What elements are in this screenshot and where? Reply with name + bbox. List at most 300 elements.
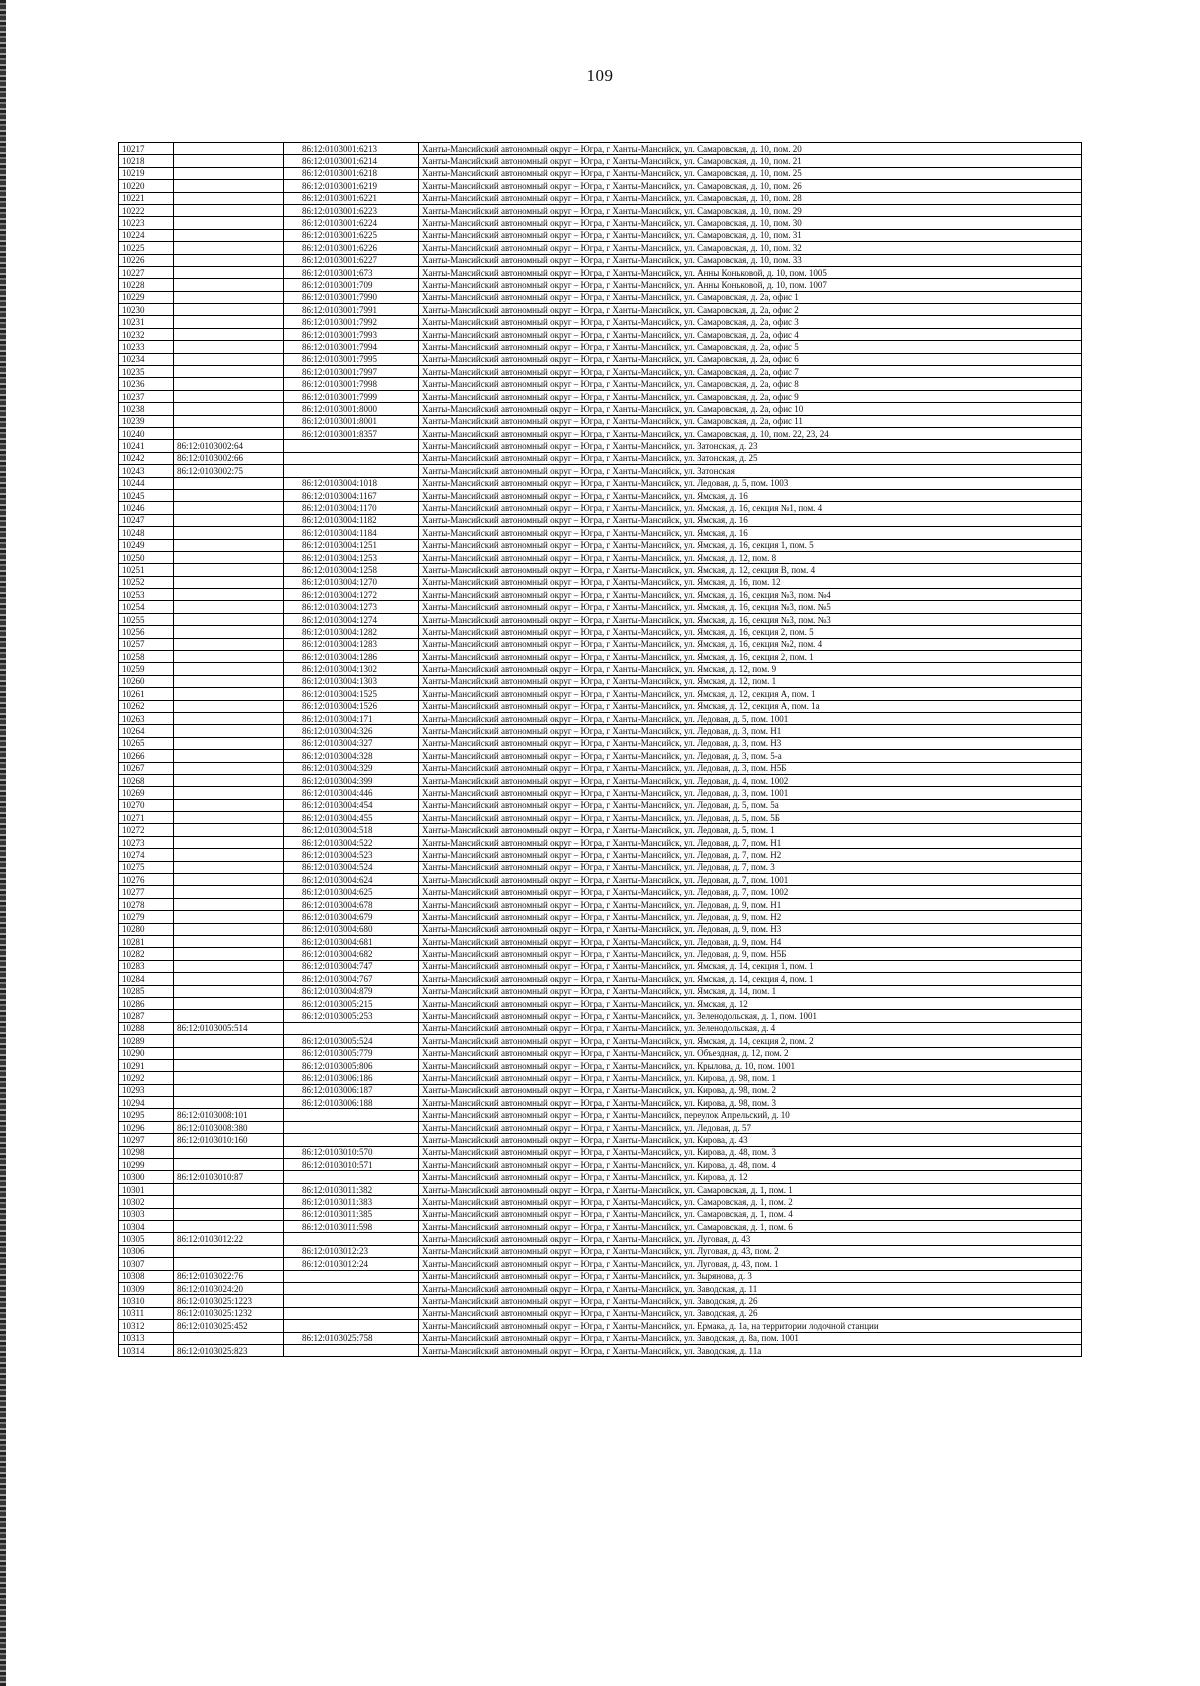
object-cadastral-cell: 86:12:0103004:522 xyxy=(284,836,419,848)
row-number-cell: 10235 xyxy=(119,366,174,378)
row-number-cell: 10254 xyxy=(119,601,174,613)
land-cadastral-cell xyxy=(174,254,284,266)
object-cadastral-cell: 86:12:0103004:1258 xyxy=(284,564,419,576)
land-cadastral-cell xyxy=(174,378,284,390)
table-row xyxy=(119,960,1082,972)
row-number-cell: 10255 xyxy=(119,613,174,625)
object-cadastral-cell: 86:12:0103004:681 xyxy=(284,936,419,948)
object-cadastral-cell xyxy=(284,1134,419,1146)
address-cell: Ханты-Мансийский автономный округ – Югра, г Ханты-Мансийск, ул. Самаровская, д. 10, пом. 28 xyxy=(419,192,1082,204)
object-cadastral-cell: 86:12:0103004:326 xyxy=(284,725,419,737)
land-cadastral-cell xyxy=(174,997,284,1009)
table-row xyxy=(119,886,1082,898)
address-cell: Ханты-Мансийский автономный округ – Югра, г Ханты-Мансийск, ул. Заводская, д. 26 xyxy=(419,1307,1082,1319)
row-number-cell: 10227 xyxy=(119,266,174,278)
object-cadastral-cell: 86:12:0103011:383 xyxy=(284,1196,419,1208)
land-cadastral-cell xyxy=(174,985,284,997)
land-cadastral-cell xyxy=(174,898,284,910)
address-cell: Ханты-Мансийский автономный округ – Югра, г Ханты-Мансийск, ул. Ледовая, д. 5, пом. 1 xyxy=(419,824,1082,836)
land-cadastral-cell xyxy=(174,626,284,638)
object-cadastral-cell: 86:12:0103004:1184 xyxy=(284,527,419,539)
address-cell: Ханты-Мансийский автономный округ – Югра, г Ханты-Мансийск, ул. Ледовая, д. 7, пом. 1001 xyxy=(419,874,1082,886)
object-cadastral-cell: 86:12:0103004:1526 xyxy=(284,700,419,712)
land-cadastral-cell xyxy=(174,960,284,972)
table-row xyxy=(119,366,1082,378)
address-cell: Ханты-Мансийский автономный округ – Югра, г Ханты-Мансийск, ул. Самаровская, д. 2а, офис 6 xyxy=(419,353,1082,365)
object-cadastral-cell: 86:12:0103004:678 xyxy=(284,898,419,910)
address-cell: Ханты-Мансийский автономный округ – Югра, г Ханты-Мансийск, ул. Ямская, д. 16, секция №3, пом. №4 xyxy=(419,589,1082,601)
table-row xyxy=(119,1047,1082,1059)
row-number-cell: 10265 xyxy=(119,737,174,749)
land-cadastral-cell xyxy=(174,1220,284,1232)
object-cadastral-cell: 86:12:0103012:24 xyxy=(284,1258,419,1270)
land-cadastral-cell xyxy=(174,973,284,985)
address-cell: Ханты-Мансийский автономный округ – Югра, г Ханты-Мансийск, ул. Кирова, д. 12 xyxy=(419,1171,1082,1183)
land-cadastral-cell xyxy=(174,1084,284,1096)
address-cell: Ханты-Мансийский автономный округ – Югра, г Ханты-Мансийск, ул. Ямская, д. 16 xyxy=(419,527,1082,539)
address-cell: Ханты-Мансийский автономный округ – Югра, г Ханты-Мансийск, ул. Анны Коньковой, д. 10, пом. 1007 xyxy=(419,279,1082,291)
address-cell: Ханты-Мансийский автономный округ – Югра, г Ханты-Мансийск, ул. Ледовая, д. 57 xyxy=(419,1121,1082,1133)
row-number-cell: 10257 xyxy=(119,638,174,650)
row-number-cell: 10246 xyxy=(119,502,174,514)
row-number-cell: 10220 xyxy=(119,180,174,192)
address-cell: Ханты-Мансийский автономный округ – Югра, г Ханты-Мансийск, ул. Ямская, д. 16 xyxy=(419,489,1082,501)
object-cadastral-cell: 86:12:0103004:682 xyxy=(284,948,419,960)
address-cell: Ханты-Мансийский автономный округ – Югра, г Ханты-Мансийск, ул. Ямская, д. 16, секция 2, пом. 1 xyxy=(419,651,1082,663)
table-row xyxy=(119,489,1082,501)
land-cadastral-cell xyxy=(174,688,284,700)
table-row xyxy=(119,1344,1082,1356)
table-row xyxy=(119,279,1082,291)
object-cadastral-cell xyxy=(284,1270,419,1282)
registry-table xyxy=(118,142,1082,1357)
address-cell: Ханты-Мансийский автономный округ – Югра, г Ханты-Мансийск, ул. Заводская, д. 11 xyxy=(419,1282,1082,1294)
table-row xyxy=(119,316,1082,328)
table-row xyxy=(119,291,1082,303)
object-cadastral-cell: 86:12:0103005:806 xyxy=(284,1059,419,1071)
address-cell: Ханты-Мансийский автономный округ – Югра, г Ханты-Мансийск, ул. Ледовая, д. 3, пом. Н1 xyxy=(419,725,1082,737)
object-cadastral-cell: 86:12:0103004:399 xyxy=(284,774,419,786)
object-cadastral-cell: 86:12:0103001:7992 xyxy=(284,316,419,328)
land-cadastral-cell xyxy=(174,415,284,427)
row-number-cell: 10249 xyxy=(119,539,174,551)
land-cadastral-cell xyxy=(174,750,284,762)
table-row xyxy=(119,1307,1082,1319)
object-cadastral-cell xyxy=(284,1344,419,1356)
table-row xyxy=(119,774,1082,786)
row-number-cell: 10313 xyxy=(119,1332,174,1344)
address-cell: Ханты-Мансийский автономный округ – Югра, г Ханты-Мансийск, ул. Луговая, д. 43 xyxy=(419,1233,1082,1245)
table-row xyxy=(119,477,1082,489)
object-cadastral-cell xyxy=(284,1282,419,1294)
address-cell: Ханты-Мансийский автономный округ – Югра, г Ханты-Мансийск, ул. Ямская, д. 16, пом. 12 xyxy=(419,576,1082,588)
object-cadastral-cell: 86:12:0103004:1286 xyxy=(284,651,419,663)
table-row xyxy=(119,378,1082,390)
object-cadastral-cell: 86:12:0103004:1170 xyxy=(284,502,419,514)
address-cell: Ханты-Мансийский автономный округ – Югра, г Ханты-Мансийск, ул. Самаровская, д. 10, пом. 29 xyxy=(419,204,1082,216)
object-cadastral-cell: 86:12:0103001:8000 xyxy=(284,403,419,415)
object-cadastral-cell: 86:12:0103006:188 xyxy=(284,1097,419,1109)
object-cadastral-cell: 86:12:0103011:385 xyxy=(284,1208,419,1220)
table-row xyxy=(119,341,1082,353)
object-cadastral-cell: 86:12:0103004:625 xyxy=(284,886,419,898)
land-cadastral-cell xyxy=(174,291,284,303)
row-number-cell: 10298 xyxy=(119,1146,174,1158)
object-cadastral-cell: 86:12:0103004:1283 xyxy=(284,638,419,650)
address-cell: Ханты-Мансийский автономный округ – Югра, г Ханты-Мансийск, ул. Ямская, д. 16, секция №3, пом. №3 xyxy=(419,613,1082,625)
row-number-cell: 10285 xyxy=(119,985,174,997)
address-cell: Ханты-Мансийский автономный округ – Югра, г Ханты-Мансийск, ул. Ледовая, д. 7, пом. Н1 xyxy=(419,836,1082,848)
land-cadastral-cell xyxy=(174,762,284,774)
land-cadastral-cell xyxy=(174,787,284,799)
address-cell: Ханты-Мансийский автономный округ – Югра, г Ханты-Мансийск, ул. Самаровская, д. 10, пом. 20 xyxy=(419,143,1082,155)
address-cell: Ханты-Мансийский автономный округ – Югра, г Ханты-Мансийск, ул. Ледовая, д. 9, пом. Н5Б xyxy=(419,948,1082,960)
address-cell: Ханты-Мансийский автономный округ – Югра, г Ханты-Мансийск, ул. Ямская, д. 16, секция 1, пом. 5 xyxy=(419,539,1082,551)
table-row xyxy=(119,911,1082,923)
address-cell: Ханты-Мансийский автономный округ – Югра, г Ханты-Мансийск, ул. Самаровская, д. 10, пом. 26 xyxy=(419,180,1082,192)
table-row xyxy=(119,675,1082,687)
table-row xyxy=(119,328,1082,340)
land-cadastral-cell xyxy=(174,564,284,576)
row-number-cell: 10234 xyxy=(119,353,174,365)
land-cadastral-cell: 86:12:0103008:380 xyxy=(174,1121,284,1133)
object-cadastral-cell: 86:12:0103004:524 xyxy=(284,861,419,873)
land-cadastral-cell xyxy=(174,390,284,402)
address-cell: Ханты-Мансийский автономный округ – Югра, г Ханты-Мансийск, ул. Ямская, д. 14, секция 2, пом. 2 xyxy=(419,1035,1082,1047)
table-row xyxy=(119,551,1082,563)
table-row xyxy=(119,898,1082,910)
address-cell: Ханты-Мансийский автономный округ – Югра, г Ханты-Мансийск, ул. Ледовая, д. 3, пом. 5-а xyxy=(419,750,1082,762)
address-cell: Ханты-Мансийский автономный округ – Югра, г Ханты-Мансийск, ул. Ледовая, д. 9, пом. Н4 xyxy=(419,936,1082,948)
page-number: 109 xyxy=(586,66,614,85)
table-row xyxy=(119,1035,1082,1047)
row-number-cell: 10275 xyxy=(119,861,174,873)
table-row xyxy=(119,527,1082,539)
row-number-cell: 10267 xyxy=(119,762,174,774)
row-number-cell: 10278 xyxy=(119,898,174,910)
table-row xyxy=(119,1171,1082,1183)
land-cadastral-cell xyxy=(174,1146,284,1158)
land-cadastral-cell: 86:12:0103010:160 xyxy=(174,1134,284,1146)
land-cadastral-cell xyxy=(174,799,284,811)
object-cadastral-cell: 86:12:0103004:1272 xyxy=(284,589,419,601)
row-number-cell: 10304 xyxy=(119,1220,174,1232)
land-cadastral-cell xyxy=(174,700,284,712)
row-number-cell: 10281 xyxy=(119,936,174,948)
address-cell: Ханты-Мансийский автономный округ – Югра, г Ханты-Мансийск, ул. Ледовая, д. 3, пом. Н3 xyxy=(419,737,1082,749)
row-number-cell: 10259 xyxy=(119,663,174,675)
table-row xyxy=(119,539,1082,551)
address-cell: Ханты-Мансийский автономный округ – Югра, г Ханты-Мансийск, ул. Зеленодольская, д. 1, пом. 1001 xyxy=(419,1010,1082,1022)
land-cadastral-cell xyxy=(174,316,284,328)
row-number-cell: 10302 xyxy=(119,1196,174,1208)
table-row xyxy=(119,1320,1082,1332)
object-cadastral-cell xyxy=(284,465,419,477)
object-cadastral-cell: 86:12:0103001:6225 xyxy=(284,229,419,241)
object-cadastral-cell: 86:12:0103004:1253 xyxy=(284,551,419,563)
land-cadastral-cell xyxy=(174,1208,284,1220)
table-row xyxy=(119,502,1082,514)
land-cadastral-cell: 86:12:0103025:1232 xyxy=(174,1307,284,1319)
object-cadastral-cell: 86:12:0103001:7993 xyxy=(284,328,419,340)
table-row xyxy=(119,1121,1082,1133)
address-cell: Ханты-Мансийский автономный округ – Югра, г Ханты-Мансийск, ул. Самаровская, д. 2а, офис 1 xyxy=(419,291,1082,303)
row-number-cell: 10283 xyxy=(119,960,174,972)
table-row xyxy=(119,948,1082,960)
row-number-cell: 10292 xyxy=(119,1072,174,1084)
table-row xyxy=(119,1072,1082,1084)
table-row xyxy=(119,415,1082,427)
row-number-cell: 10236 xyxy=(119,378,174,390)
row-number-cell: 10219 xyxy=(119,167,174,179)
address-cell: Ханты-Мансийский автономный округ – Югра, г Ханты-Мансийск, ул. Самаровская, д. 2а, офис 2 xyxy=(419,304,1082,316)
land-cadastral-cell xyxy=(174,167,284,179)
object-cadastral-cell: 86:12:0103004:1273 xyxy=(284,601,419,613)
object-cadastral-cell: 86:12:0103004:454 xyxy=(284,799,419,811)
land-cadastral-cell xyxy=(174,936,284,948)
row-number-cell: 10262 xyxy=(119,700,174,712)
row-number-cell: 10244 xyxy=(119,477,174,489)
table-row xyxy=(119,242,1082,254)
row-number-cell: 10230 xyxy=(119,304,174,316)
table-row xyxy=(119,192,1082,204)
row-number-cell: 10224 xyxy=(119,229,174,241)
row-number-cell: 10241 xyxy=(119,440,174,452)
address-cell: Ханты-Мансийский автономный округ – Югра, г Ханты-Мансийск, ул. Ямская, д. 12 xyxy=(419,997,1082,1009)
table-row xyxy=(119,403,1082,415)
table-row xyxy=(119,1159,1082,1171)
address-cell: Ханты-Мансийский автономный округ – Югра, г Ханты-Мансийск, ул. Самаровская, д. 1, пом. 2 xyxy=(419,1196,1082,1208)
object-cadastral-cell: 86:12:0103001:6226 xyxy=(284,242,419,254)
row-number-cell: 10280 xyxy=(119,923,174,935)
object-cadastral-cell: 86:12:0103004:679 xyxy=(284,911,419,923)
address-cell: Ханты-Мансийский автономный округ – Югра, г Ханты-Мансийск, ул. Самаровская, д. 10, пом. 22, 23, 24 xyxy=(419,427,1082,439)
land-cadastral-cell xyxy=(174,304,284,316)
object-cadastral-cell: 86:12:0103011:598 xyxy=(284,1220,419,1232)
object-cadastral-cell xyxy=(284,1022,419,1034)
object-cadastral-cell xyxy=(284,1320,419,1332)
object-cadastral-cell: 86:12:0103004:767 xyxy=(284,973,419,985)
land-cadastral-cell xyxy=(174,192,284,204)
table-row xyxy=(119,836,1082,848)
table-row xyxy=(119,688,1082,700)
row-number-cell: 10309 xyxy=(119,1282,174,1294)
address-cell: Ханты-Мансийский автономный округ – Югра, г Ханты-Мансийск, ул. Самаровская, д. 2а, офис 11 xyxy=(419,415,1082,427)
land-cadastral-cell xyxy=(174,812,284,824)
object-cadastral-cell xyxy=(284,1295,419,1307)
table-row xyxy=(119,1258,1082,1270)
address-cell: Ханты-Мансийский автономный округ – Югра, г Ханты-Мансийск, ул. Крылова, д. 10, пом. 1001 xyxy=(419,1059,1082,1071)
table-row xyxy=(119,1109,1082,1121)
table-row xyxy=(119,985,1082,997)
object-cadastral-cell: 86:12:0103004:1251 xyxy=(284,539,419,551)
table-row xyxy=(119,229,1082,241)
table-row xyxy=(119,576,1082,588)
row-number-cell: 10303 xyxy=(119,1208,174,1220)
address-cell: Ханты-Мансийский автономный округ – Югра, г Ханты-Мансийск, ул. Зеленодольская, д. 4 xyxy=(419,1022,1082,1034)
object-cadastral-cell: 86:12:0103001:7999 xyxy=(284,390,419,402)
address-cell: Ханты-Мансийский автономный округ – Югра, г Ханты-Мансийск, ул. Кирова, д. 98, пом. 3 xyxy=(419,1097,1082,1109)
object-cadastral-cell: 86:12:0103004:455 xyxy=(284,812,419,824)
address-cell: Ханты-Мансийский автономный округ – Югра, г Ханты-Мансийск, ул. Кирова, д. 98, пом. 2 xyxy=(419,1084,1082,1096)
row-number-cell: 10291 xyxy=(119,1059,174,1071)
table-row xyxy=(119,787,1082,799)
address-cell: Ханты-Мансийский автономный округ – Югра, г Ханты-Мансийск, ул. Ямская, д. 12, секция А, пом. 1 xyxy=(419,688,1082,700)
object-cadastral-cell: 86:12:0103001:7991 xyxy=(284,304,419,316)
row-number-cell: 10231 xyxy=(119,316,174,328)
row-number-cell: 10284 xyxy=(119,973,174,985)
table-row xyxy=(119,155,1082,167)
land-cadastral-cell: 86:12:0103010:87 xyxy=(174,1171,284,1183)
land-cadastral-cell xyxy=(174,341,284,353)
object-cadastral-cell: 86:12:0103005:215 xyxy=(284,997,419,1009)
address-cell: Ханты-Мансийский автономный округ – Югра, г Ханты-Мансийск, ул. Заводская, д. 11а xyxy=(419,1344,1082,1356)
land-cadastral-cell xyxy=(174,1097,284,1109)
address-cell: Ханты-Мансийский автономный округ – Югра, г Ханты-Мансийск, ул. Самаровская, д. 2а, офис 7 xyxy=(419,366,1082,378)
land-cadastral-cell xyxy=(174,836,284,848)
row-number-cell: 10296 xyxy=(119,1121,174,1133)
row-number-cell: 10289 xyxy=(119,1035,174,1047)
object-cadastral-cell: 86:12:0103004:1303 xyxy=(284,675,419,687)
row-number-cell: 10237 xyxy=(119,390,174,402)
land-cadastral-cell xyxy=(174,229,284,241)
table-row xyxy=(119,750,1082,762)
table-row xyxy=(119,266,1082,278)
land-cadastral-cell xyxy=(174,1035,284,1047)
land-cadastral-cell: 86:12:0103025:452 xyxy=(174,1320,284,1332)
row-number-cell: 10248 xyxy=(119,527,174,539)
address-cell: Ханты-Мансийский автономный округ – Югра, г Ханты-Мансийск, ул. Заводская, д. 26 xyxy=(419,1295,1082,1307)
land-cadastral-cell xyxy=(174,242,284,254)
object-cadastral-cell: 86:12:0103004:518 xyxy=(284,824,419,836)
address-cell: Ханты-Мансийский автономный округ – Югра, г Ханты-Мансийск, ул. Кирова, д. 48, пом. 3 xyxy=(419,1146,1082,1158)
address-cell: Ханты-Мансийский автономный округ – Югра, г Ханты-Мансийск, ул. Ледовая, д. 9, пом. Н1 xyxy=(419,898,1082,910)
land-cadastral-cell: 86:12:0103025:1223 xyxy=(174,1295,284,1307)
row-number-cell: 10270 xyxy=(119,799,174,811)
row-number-cell: 10282 xyxy=(119,948,174,960)
object-cadastral-cell: 86:12:0103005:253 xyxy=(284,1010,419,1022)
table-row xyxy=(119,1332,1082,1344)
table-row xyxy=(119,824,1082,836)
row-number-cell: 10232 xyxy=(119,328,174,340)
row-number-cell: 10299 xyxy=(119,1159,174,1171)
row-number-cell: 10268 xyxy=(119,774,174,786)
row-number-cell: 10269 xyxy=(119,787,174,799)
row-number-cell: 10273 xyxy=(119,836,174,848)
table-row xyxy=(119,589,1082,601)
address-cell: Ханты-Мансийский автономный округ – Югра, г Ханты-Мансийск, ул. Ямская, д. 12, секция В, пом. 4 xyxy=(419,564,1082,576)
land-cadastral-cell xyxy=(174,539,284,551)
row-number-cell: 10245 xyxy=(119,489,174,501)
object-cadastral-cell: 86:12:0103006:186 xyxy=(284,1072,419,1084)
object-cadastral-cell: 86:12:0103001:6221 xyxy=(284,192,419,204)
table-row xyxy=(119,1059,1082,1071)
row-number-cell: 10266 xyxy=(119,750,174,762)
object-cadastral-cell: 86:12:0103004:747 xyxy=(284,960,419,972)
land-cadastral-cell xyxy=(174,489,284,501)
table-row xyxy=(119,1146,1082,1158)
row-number-cell: 10228 xyxy=(119,279,174,291)
object-cadastral-cell: 86:12:0103005:524 xyxy=(284,1035,419,1047)
land-cadastral-cell: 86:12:0103002:64 xyxy=(174,440,284,452)
land-cadastral-cell xyxy=(174,353,284,365)
land-cadastral-cell xyxy=(174,651,284,663)
row-number-cell: 10312 xyxy=(119,1320,174,1332)
object-cadastral-cell: 86:12:0103001:6219 xyxy=(284,180,419,192)
row-number-cell: 10242 xyxy=(119,452,174,464)
address-cell: Ханты-Мансийский автономный округ – Югра, г Ханты-Мансийск, ул. Ледовая, д. 9, пом. Н2 xyxy=(419,911,1082,923)
object-cadastral-cell xyxy=(284,452,419,464)
table-row xyxy=(119,613,1082,625)
address-cell: Ханты-Мансийский автономный округ – Югра, г Ханты-Мансийск, ул. Ямская, д. 16 xyxy=(419,514,1082,526)
address-cell: Ханты-Мансийский автономный округ – Югра, г Ханты-Мансийск, ул. Ледовая, д. 3, пом. 1001 xyxy=(419,787,1082,799)
land-cadastral-cell xyxy=(174,824,284,836)
object-cadastral-cell: 86:12:0103001:7990 xyxy=(284,291,419,303)
land-cadastral-cell xyxy=(174,737,284,749)
address-cell: Ханты-Мансийский автономный округ – Югра, г Ханты-Мансийск, ул. Кирова, д. 43 xyxy=(419,1134,1082,1146)
object-cadastral-cell: 86:12:0103001:7997 xyxy=(284,366,419,378)
table-row xyxy=(119,1220,1082,1232)
row-number-cell: 10218 xyxy=(119,155,174,167)
address-cell: Ханты-Мансийский автономный округ – Югра, г Ханты-Мансийск, ул. Самаровская, д. 1, пом. 4 xyxy=(419,1208,1082,1220)
table-row xyxy=(119,514,1082,526)
land-cadastral-cell xyxy=(174,589,284,601)
land-cadastral-cell: 86:12:0103022:76 xyxy=(174,1270,284,1282)
row-number-cell: 10279 xyxy=(119,911,174,923)
row-number-cell: 10260 xyxy=(119,675,174,687)
address-cell: Ханты-Мансийский автономный округ – Югра, г Ханты-Мансийск, ул. Ледовая, д. 4, пом. 1002 xyxy=(419,774,1082,786)
address-cell: Ханты-Мансийский автономный округ – Югра, г Ханты-Мансийск, ул. Ямская, д. 14, секция 4, пом. 1 xyxy=(419,973,1082,985)
address-cell: Ханты-Мансийский автономный округ – Югра, г Ханты-Мансийск, ул. Заводская, д. 8а, пом. 1001 xyxy=(419,1332,1082,1344)
table-row xyxy=(119,1084,1082,1096)
address-cell: Ханты-Мансийский автономный округ – Югра, г Ханты-Мансийск, переулок Апрельский, д. 10 xyxy=(419,1109,1082,1121)
address-cell: Ханты-Мансийский автономный округ – Югра, г Ханты-Мансийск, ул. Ледовая, д. 7, пом. 1002 xyxy=(419,886,1082,898)
registry-body xyxy=(119,143,1082,1357)
table-row xyxy=(119,1245,1082,1257)
land-cadastral-cell: 86:12:0103005:514 xyxy=(174,1022,284,1034)
object-cadastral-cell: 86:12:0103001:6224 xyxy=(284,217,419,229)
row-number-cell: 10308 xyxy=(119,1270,174,1282)
row-number-cell: 10276 xyxy=(119,874,174,886)
row-number-cell: 10252 xyxy=(119,576,174,588)
land-cadastral-cell xyxy=(174,861,284,873)
land-cadastral-cell xyxy=(174,502,284,514)
address-cell: Ханты-Мансийский автономный округ – Югра, г Ханты-Мансийск, ул. Самаровская, д. 2а, офис 5 xyxy=(419,341,1082,353)
row-number-cell: 10253 xyxy=(119,589,174,601)
row-number-cell: 10243 xyxy=(119,465,174,477)
object-cadastral-cell: 86:12:0103001:7994 xyxy=(284,341,419,353)
table-row xyxy=(119,762,1082,774)
address-cell: Ханты-Мансийский автономный округ – Югра, г Ханты-Мансийск, ул. Ледовая, д. 9, пом. Н3 xyxy=(419,923,1082,935)
address-cell: Ханты-Мансийский автономный округ – Югра, г Ханты-Мансийск, ул. Ямская, д. 16, секция №2, пом. 4 xyxy=(419,638,1082,650)
address-cell: Ханты-Мансийский автономный округ – Югра, г Ханты-Мансийск, ул. Луговая, д. 43, пом. 2 xyxy=(419,1245,1082,1257)
table-row xyxy=(119,849,1082,861)
table-row xyxy=(119,427,1082,439)
address-cell: Ханты-Мансийский автономный округ – Югра, г Ханты-Мансийск, ул. Самаровская, д. 10, пом. 25 xyxy=(419,167,1082,179)
table-row xyxy=(119,1233,1082,1245)
address-cell: Ханты-Мансийский автономный округ – Югра, г Ханты-Мансийск, ул. Самаровская, д. 2а, офис 4 xyxy=(419,328,1082,340)
land-cadastral-cell: 86:12:0103002:66 xyxy=(174,452,284,464)
row-number-cell: 10226 xyxy=(119,254,174,266)
land-cadastral-cell xyxy=(174,1245,284,1257)
row-number-cell: 10274 xyxy=(119,849,174,861)
land-cadastral-cell: 86:12:0103025:823 xyxy=(174,1344,284,1356)
row-number-cell: 10286 xyxy=(119,997,174,1009)
object-cadastral-cell: 86:12:0103001:8357 xyxy=(284,427,419,439)
row-number-cell: 10223 xyxy=(119,217,174,229)
row-number-cell: 10294 xyxy=(119,1097,174,1109)
object-cadastral-cell: 86:12:0103004:1018 xyxy=(284,477,419,489)
